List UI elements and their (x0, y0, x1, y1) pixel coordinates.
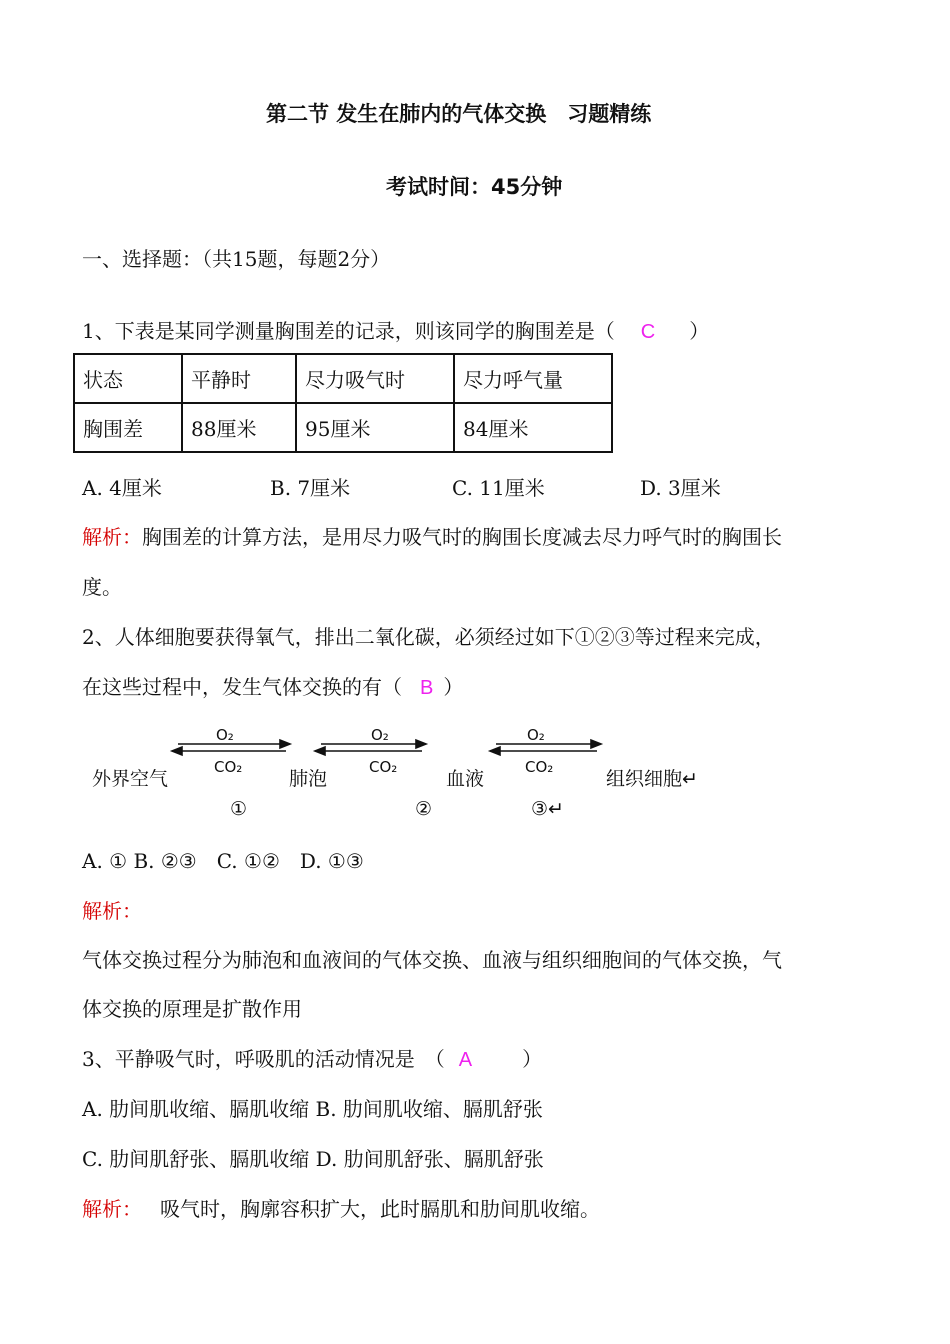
exam-time: 考试时间：45分钟 (386, 175, 563, 199)
gas-exchange-diagram (88, 724, 708, 824)
table-cell: 平静时 (182, 354, 296, 403)
table-row (74, 354, 612, 403)
page-title: 第二节 发生在肺内的气体交换 习题精练 (266, 102, 652, 126)
table-cell: 胸围差 (74, 403, 182, 452)
step-1-marker: ① (230, 798, 248, 820)
question-3 (82, 1043, 542, 1072)
co2-label: CO₂ (369, 758, 398, 776)
question-1-option-c: C. 11厘米 (452, 476, 545, 500)
question-1-analysis-cont: 度。 (82, 575, 122, 599)
question-2-analysis-line-2: 体交换的原理是扩散作用 (82, 997, 302, 1021)
question-2-analysis-label: 解析： (82, 899, 142, 923)
table-row (74, 403, 612, 452)
co2-label: CO₂ (525, 758, 554, 776)
question-2-line-2 (82, 671, 463, 700)
question-1-option-a: A. 4厘米 (82, 476, 162, 500)
analysis-label: 解析： (82, 525, 142, 549)
question-1-option-b: B. 7厘米 (270, 476, 351, 500)
question-1-answer: C (640, 321, 656, 343)
table-cell: 95厘米 (296, 403, 454, 452)
table-cell: 84厘米 (454, 403, 612, 452)
table-cell: 尽力呼气量 (454, 354, 612, 403)
question-1-option-d: D. 3厘米 (640, 476, 721, 500)
question-2-options: A. ① B. ②③ C. ①② D. ①③ (82, 849, 364, 873)
question-3-options-line-2: C. 肋间肌舒张、膈肌收缩 D. 肋间肌舒张、膈肌舒张 (82, 1147, 544, 1171)
o2-label: O₂ (527, 726, 545, 744)
analysis-text: 吸气时，胸廓容积扩大，此时膈肌和肋间肌收缩。 (160, 1197, 600, 1221)
o2-label: O₂ (371, 726, 389, 744)
question-2-line-1: 2、人体细胞要获得氧气，排出二氧化碳，必须经过如下①②③等过程来完成， (82, 625, 775, 649)
question-3-analysis (82, 1193, 600, 1222)
co2-label: CO₂ (214, 758, 243, 776)
question-1-close: ） (689, 319, 710, 343)
step-2-marker: ② (415, 798, 433, 820)
chest-measurement-table (73, 353, 613, 453)
node-tissue-cells: 组织细胞↵ (606, 768, 698, 790)
step-3-marker: ③↵ (531, 798, 564, 820)
table-cell: 状态 (74, 354, 182, 403)
o2-label: O₂ (216, 726, 234, 744)
question-2-analysis-line-1: 气体交换过程分为肺泡和血液间的气体交换、血液与组织细胞间的气体交换，气 (82, 948, 782, 972)
question-2-text: 在这些过程中，发生气体交换的有（ (82, 675, 402, 699)
question-3-options-line-1: A. 肋间肌收缩、膈肌收缩 B. 肋间肌收缩、膈肌舒张 (82, 1097, 543, 1121)
question-3-close: ） (522, 1047, 543, 1071)
node-blood: 血液 (446, 768, 485, 790)
question-2-close: ） (443, 675, 464, 699)
table-cell: 尽力吸气时 (296, 354, 454, 403)
question-1-analysis (82, 521, 782, 550)
analysis-label: 解析： (82, 1197, 142, 1221)
question-2-answer: B (420, 677, 434, 699)
question-3-text: 3、平静吸气时，呼吸肌的活动情况是 （ (82, 1047, 445, 1071)
node-outside-air: 外界空气 (92, 768, 169, 790)
node-alveoli: 肺泡 (289, 768, 328, 790)
question-1-text: 1、下表是某同学测量胸围差的记录，则该同学的胸围差是（ (82, 319, 615, 343)
analysis-text: 胸围差的计算方法，是用尽力吸气时的胸围长度减去尽力呼气时的胸围长 (142, 525, 782, 549)
table-cell: 88厘米 (182, 403, 296, 452)
question-3-answer: A (458, 1049, 473, 1071)
question-1 (82, 315, 709, 344)
section-heading: 一、选择题：（共15题，每题2分） (82, 247, 391, 271)
